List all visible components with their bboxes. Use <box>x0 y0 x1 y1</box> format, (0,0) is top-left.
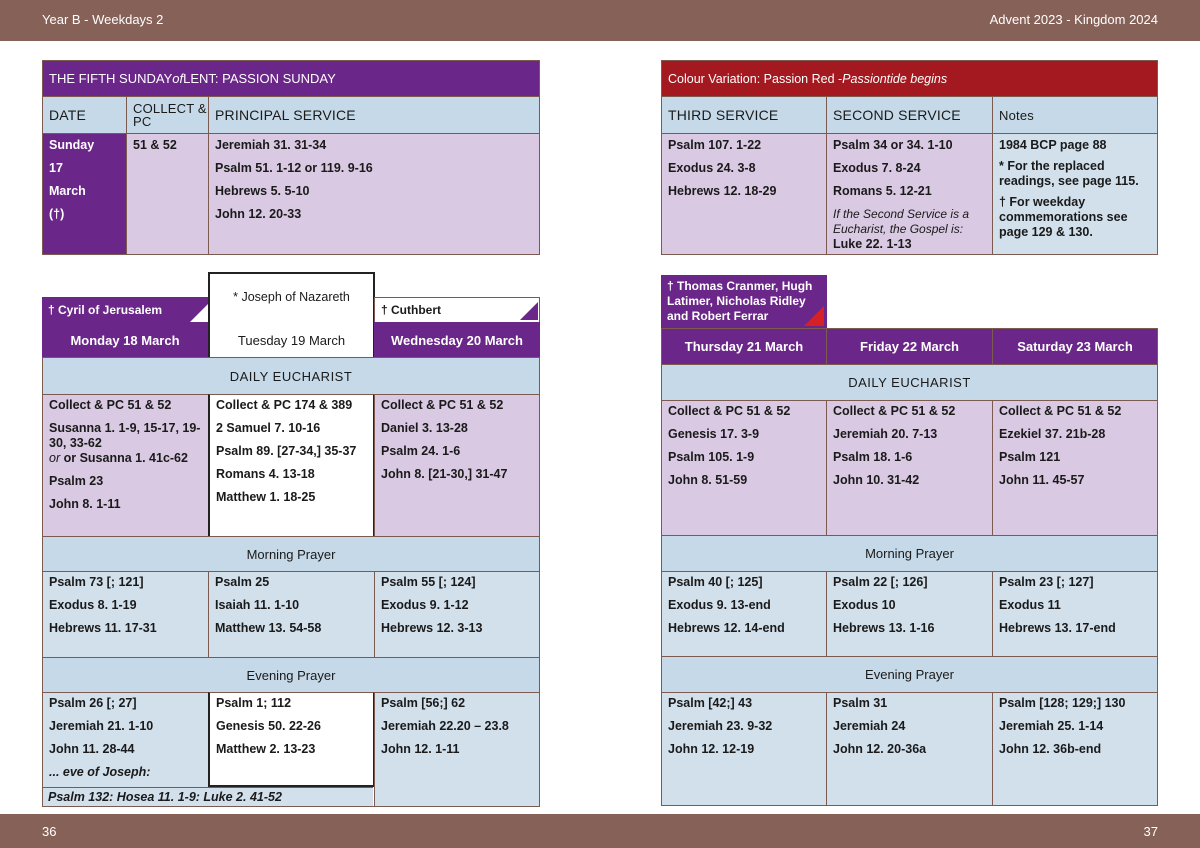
reading: Jeremiah 21. 1-10 <box>49 719 154 733</box>
reading: Exodus 9. 13-end <box>668 598 771 612</box>
daily-eucharist-band: DAILY EUCHARIST <box>42 357 540 395</box>
reading: Daniel 3. 13-28 <box>381 421 468 435</box>
col-notes: Notes <box>992 96 1158 134</box>
evening-prayer-band: Evening Prayer <box>42 657 540 693</box>
reading: Psalm 23 <box>49 474 104 488</box>
col-principal: PRINCIPAL SERVICE <box>208 96 540 134</box>
reading: Collect & PC 174 & 389 <box>216 398 353 412</box>
reading: Psalm 25 <box>215 575 270 589</box>
col-collect: COLLECT & PC <box>126 96 209 134</box>
reading: Collect & PC 51 & 52 <box>668 404 791 418</box>
morning-wednesday <box>374 571 540 658</box>
corner-mark <box>190 304 208 322</box>
reading: Collect & PC 51 & 52 <box>49 398 172 412</box>
reading: Hebrews 5. 5-10 <box>215 184 310 198</box>
reading: John 12. 36b-end <box>999 742 1102 756</box>
reading: John 12. 12-19 <box>668 742 755 756</box>
reading: Hebrews 12. 18-29 <box>668 184 777 198</box>
reading: Genesis 17. 3-9 <box>668 427 760 441</box>
reading: John 11. 28-44 <box>49 742 135 756</box>
sunday-title-part2: LENT: PASSION SUNDAY <box>183 71 336 86</box>
eucharist-wednesday <box>374 394 540 537</box>
eucharist-saturday <box>992 400 1158 536</box>
reading: Exodus 8. 1-19 <box>49 598 137 612</box>
eve-label: ... eve of Joseph: <box>49 765 151 779</box>
daily-eucharist-band-right: DAILY EUCHARIST <box>661 364 1158 401</box>
sunday-title <box>42 60 540 97</box>
sunday-date-cell <box>42 133 127 255</box>
reading: 2 Samuel 7. 10-16 <box>216 421 321 435</box>
variation-title-text: Colour Variation: Passion Red - <box>668 71 843 86</box>
date-line: 17 <box>49 161 63 175</box>
evening-prayer-band-right: Evening Prayer <box>661 656 1158 693</box>
third-service-cell <box>661 133 827 255</box>
reading: Susanna 1. 1-9, 15-17, 19-30, 33-62 <box>49 421 201 450</box>
reading: John 8. [21-30,] 31-47 <box>381 467 508 481</box>
reading: Jeremiah 20. 7-13 <box>833 427 938 441</box>
reading: Psalm [128; 129;] 130 <box>999 696 1126 710</box>
evening-wednesday <box>374 692 540 807</box>
commemoration-tag-wednesday: † Cuthbert <box>374 297 540 323</box>
sunday-principal-cell <box>208 133 540 255</box>
reading: Psalm 23 [; 127] <box>999 575 1094 589</box>
date-line: Sunday <box>49 138 95 152</box>
reading: Jeremiah 25. 1-14 <box>999 719 1104 733</box>
reading: Romans 4. 13-18 <box>216 467 315 481</box>
morning-friday <box>826 571 993 657</box>
reading: Collect & PC 51 & 52 <box>833 404 956 418</box>
reading: Psalm 121 <box>999 450 1061 464</box>
reading: Psalm 31 <box>833 696 888 710</box>
col-date: DATE <box>42 96 127 134</box>
reading: John 10. 31-42 <box>833 473 920 487</box>
reading: Genesis 50. 22-26 <box>216 719 321 733</box>
reading: John 11. 45-57 <box>999 473 1085 487</box>
morning-thursday <box>661 571 827 657</box>
col-third-service: THIRD SERVICE <box>661 96 827 134</box>
morning-saturday <box>992 571 1158 657</box>
corner-mark <box>804 306 824 326</box>
reading: Psalm 73 [; 121] <box>49 575 144 589</box>
page-header <box>0 0 1200 41</box>
day-friday: Friday 22 March <box>826 328 993 365</box>
reading: Jeremiah 31. 31-34 <box>215 138 327 152</box>
note: 1984 BCP page 88 <box>999 138 1107 152</box>
reading: John 12. 20-33 <box>215 207 302 221</box>
reading: Psalm 89. [27-34,] 35-37 <box>216 444 357 458</box>
reading: Jeremiah 23. 9-32 <box>668 719 773 733</box>
reading: Matthew 13. 54-58 <box>215 621 322 635</box>
reading: or Susanna 1. 41c-62 <box>63 451 188 465</box>
reading: Exodus 7. 8-24 <box>833 161 921 175</box>
reading: Jeremiah 22.20 – 23.8 <box>381 719 509 733</box>
eve-readings: Psalm 132: Hosea 11. 1-9: Luke 2. 41-52 <box>43 787 373 806</box>
reading: Psalm 34 or 34. 1-10 <box>833 138 953 152</box>
reading: Psalm 105. 1-9 <box>668 450 755 464</box>
reading: Psalm 1; 112 <box>216 696 292 710</box>
reading: Psalm 107. 1-22 <box>668 138 762 152</box>
commemoration-tag-thursday: † Thomas Cranmer, Hugh Latimer, Nicholas Ridley and Robert Ferrar <box>661 275 827 329</box>
evening-tuesday <box>208 692 375 787</box>
reading: Hebrews 12. 14-end <box>668 621 785 635</box>
corner-mark <box>520 302 538 320</box>
eucharist-friday <box>826 400 993 536</box>
table-bottom-rule <box>42 806 540 807</box>
page-number-left: 36 <box>42 824 57 839</box>
sunday-title-part: THE FIFTH SUNDAY <box>49 71 173 86</box>
sunday-collect-cell <box>126 133 209 255</box>
or-label: or <box>49 451 64 465</box>
reading: John 12. 1-11 <box>381 742 460 756</box>
reading: Exodus 9. 1-12 <box>381 598 469 612</box>
header-left: Year B - Weekdays 2 <box>42 12 164 27</box>
reading: Psalm [56;] 62 <box>381 696 466 710</box>
reading: Exodus 10 <box>833 598 896 612</box>
collect-value: 51 & 52 <box>133 138 177 152</box>
header-right: Advent 2023 - Kingdom 2024 <box>989 12 1158 27</box>
reading: Psalm 55 [; 124] <box>381 575 476 589</box>
day-saturday: Saturday 23 March <box>992 328 1158 365</box>
morning-tuesday <box>208 571 375 658</box>
date-line: (†) <box>49 207 65 221</box>
reading: Isaiah 11. 1-10 <box>215 598 300 612</box>
reading: Ezekiel 37. 21b-28 <box>999 427 1106 441</box>
reading: Jeremiah 24 <box>833 719 906 733</box>
eucharist-tuesday <box>208 394 375 537</box>
reading: Psalm 51. 1-12 or 119. 9-16 <box>215 161 373 175</box>
eucharist-thursday <box>661 400 827 536</box>
date-line: March <box>49 184 86 198</box>
reading: Matthew 1. 18-25 <box>216 490 316 504</box>
reading: Psalm 24. 1-6 <box>381 444 461 458</box>
reading: John 8. 51-59 <box>668 473 748 487</box>
commemoration-tag-tuesday: * Joseph of Nazareth <box>233 290 350 304</box>
reading: Hebrews 13. 17-end <box>999 621 1116 635</box>
reading: Hebrews 12. 3-13 <box>381 621 483 635</box>
evening-thursday <box>661 692 827 806</box>
col-second-service: SECOND SERVICE <box>826 96 993 134</box>
page-number-right: 37 <box>1143 824 1158 839</box>
gospel-reading: Luke 22. 1-13 <box>833 237 912 251</box>
reading: Psalm [42;] 43 <box>668 696 753 710</box>
notes-cell <box>992 133 1158 255</box>
reading: Psalm 40 [; 125] <box>668 575 763 589</box>
page-footer <box>0 814 1200 848</box>
reading: John 8. 1-11 <box>49 497 121 511</box>
evening-friday <box>826 692 993 806</box>
reading: Exodus 11 <box>999 598 1061 612</box>
day-thursday: Thursday 21 March <box>661 328 827 365</box>
reading: Collect & PC 51 & 52 <box>999 404 1122 418</box>
morning-prayer-band-right: Morning Prayer <box>661 535 1158 572</box>
commemoration-tag-monday: † Cyril of Jerusalem <box>42 297 208 322</box>
reading: Psalm 26 [; 27] <box>49 696 137 710</box>
reading: Collect & PC 51 & 52 <box>381 398 504 412</box>
morning-monday <box>42 571 209 658</box>
reading: John 12. 20-36a <box>833 742 927 756</box>
reading: Matthew 2. 13-23 <box>216 742 316 756</box>
reading: Psalm 22 [; 126] <box>833 575 928 589</box>
reading: Exodus 24. 3-8 <box>668 161 756 175</box>
day-tuesday: Tuesday 19 March <box>210 322 373 358</box>
eucharist-note: If the Second Service is a Eucharist, the Gospel is: <box>833 207 970 236</box>
variation-title <box>661 60 1158 97</box>
evening-saturday <box>992 692 1158 806</box>
reading: Romans 5. 12-21 <box>833 184 932 198</box>
day-wednesday: Wednesday 20 March <box>374 322 540 358</box>
note: * For the replaced readings, see page 115. <box>999 159 1139 188</box>
morning-prayer-band: Morning Prayer <box>42 536 540 572</box>
variation-title-italic: Passiontide begins <box>842 71 948 86</box>
day-monday: Monday 18 March <box>42 322 208 358</box>
sunday-title-of: of <box>172 71 184 86</box>
eucharist-monday <box>42 394 209 537</box>
reading: Psalm 18. 1-6 <box>833 450 913 464</box>
second-service-cell <box>826 133 993 255</box>
reading: Hebrews 13. 1-16 <box>833 621 935 635</box>
reading: Hebrews 11. 17-31 <box>49 621 157 635</box>
note: † For weekday commemorations see page 129 & 130. <box>999 195 1128 239</box>
